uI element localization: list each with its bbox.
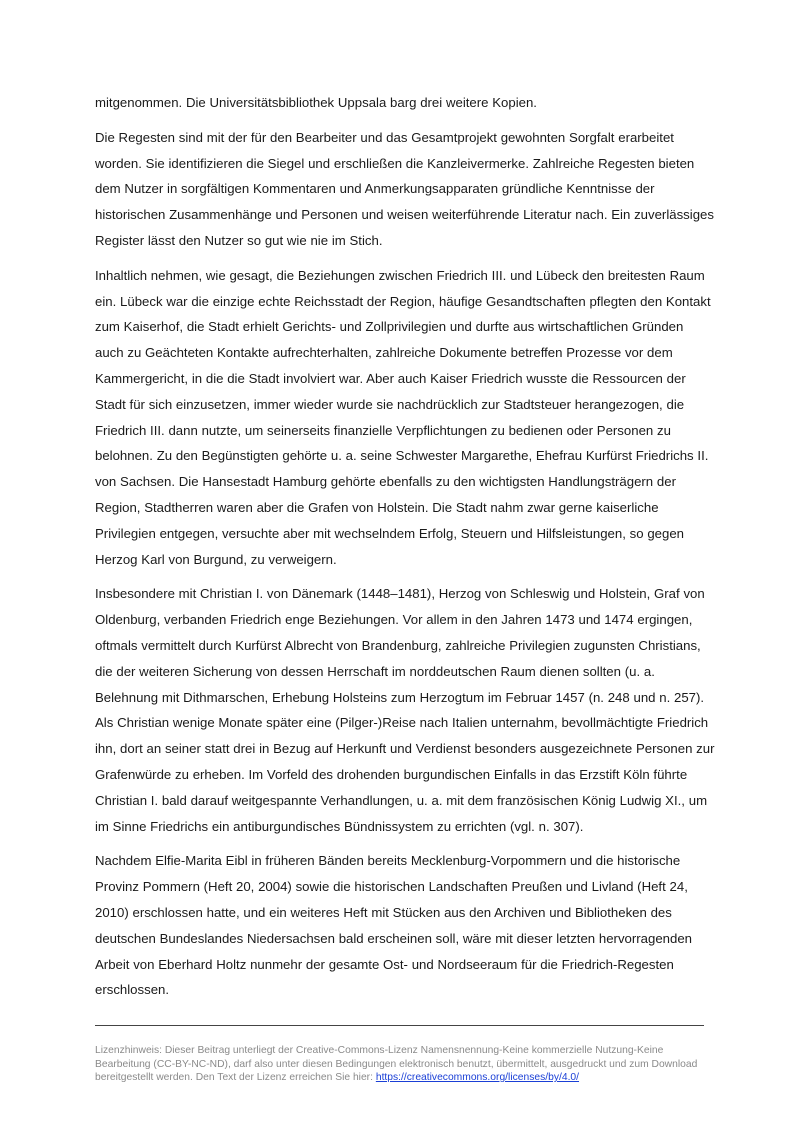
paragraph-4: Insbesondere mit Christian I. von Dänemark (1448–1481), Herzog von Schleswig und Holstein, Graf von Oldenburg, verbanden Friedrich enge Beziehungen. Vor allem in den Jahren 1473 und 1474 ergingen, oftmals vermittelt durch Kurfürst Albrecht von Brandenburg, zahlreiche Privilegien zugunsten Christians, die der weiteren Sicherung von dessen Herrschaft im norddeutschen Raum dienen sollten (u. a. Belehnung mit Dithmarschen, Erhebung Holsteins zum Herzogtum im Februar 1457 (n. 248 und n. 257). Als Christian wenige Monate später eine (Pilger-)Reise nach Italien unternahm, bevollmächtigte Friedrich ihn, dort an seiner statt drei in Bezug auf Herkunft und Verdienst besonders ausgezeichnete Personen zur Grafenwürde zu erheben. Im Vorfeld des drohenden burgundischen Einfalls in das Erzstift Köln führte Christian I. bald darauf weitgespannte Verhandlungen, u. a. mit dem französischen König Ludwig XI., um im Sinne Friedrichs ein antiburgundisches Bündnissystem zu errichten (vgl. n. 307). xyxy=(95,586,715,834)
paragraph-5: Nachdem Elfie-Marita Eibl in früheren Bänden bereits Mecklenburg-Vorpommern und die historische Provinz Pommern (Heft 20, 2004) sowie die historischen Landschaften Preußen und Livland (Heft 24, 2010) erschlossen hatte, und ein weiteres Heft mit Stücken aus den Archiven und Bibliotheken des deutschen Bundeslandes Niedersachsen bald erscheinen soll, wäre mit dieser letzten hervorragenden Arbeit von Eberhard Holtz nunmehr der gesamte Ost- und Nordseeraum für die Friedrich-Regesten erschlossen. xyxy=(95,853,692,998)
license-footer xyxy=(95,1044,707,1085)
paragraph-3: Inhaltlich nehmen, wie gesagt, die Beziehungen zwischen Friedrich III. und Lübeck den breitesten Raum ein. Lübeck war die einzige echte Reichsstadt der Region, häufige Gesandtschaften pflegten den Kontakt zum Kaiserhof, die Stadt erhielt Gerichts- und Zollprivilegien und durfte aus wirtschaftlichen Gründen auch zu Geächteten Kontakte aufrechterhalten, zahlreiche Dokumente betreffen Prozesse vor dem Kammergericht, in die die Stadt involviert war. Aber auch Kaiser Friedrich wusste die Ressourcen der Stadt für sich einzusetzen, immer wieder wurde sie nachdrücklich zur Stadtsteuer herangezogen, die Friedrich III. dann nutzte, um seinerseits finanzielle Verpflichtungen zu bedienen oder Personen zu belohnen. Zu den Begünstigten gehörte u. a. seine Schwester Margarethe, Ehefrau Kurfürst Friedrichs II. von Sachsen. Die Hansestadt Hamburg gehörte ebenfalls zu den wichtigsten Handlungsträgern der Region, Stadtherren waren aber die Grafen von Holstein. Die Stadt nahm zwar gerne kaiserliche Privilegien entgegen, versuchte aber mit wechselndem Erfolg, Steuern und Hilfsleistungen, so gegen Herzog Karl von Burgund, zu verweigern. xyxy=(95,267,711,567)
license-notice: Lizenzhinweis: Dieser Beitrag unterliegt der Creative-Commons-Lizenz Namensnennung-Keine kommerzielle Nutzung-Keine Bearbeitung (CC-BY-NC-ND), darf also unter diesen Bedingungen elektronisch benutzt, übermittelt, ausgedruckt und zum Download bereitgestellt werden. Den Text der Lizenz erreichen Sie hier: xyxy=(95,1045,698,1084)
paragraph-2: Die Regesten sind mit der für den Bearbeiter und das Gesamtprojekt gewohnten Sorgfalt erarbeitet worden. Sie identifizieren die Siegel und erschließen die Kanzleivermerke. Zahlreiche Regesten bieten dem Nutzer in sorgfältigen Kommentaren und Anmerkungsapparaten gründliche Kenntnisse der historischen Zusammenhänge und Personen und weisen weiterführende Literatur nach. Ein zuverlässiges Register lässt den Nutzer so gut wie nie im Stich. xyxy=(95,129,714,248)
paragraph-1: mitgenommen. Die Universitätsbibliothek Uppsala barg drei weitere Kopien. xyxy=(95,95,537,110)
license-link[interactable]: https://creativecommons.org/licenses/by/4.0/ xyxy=(375,1072,580,1084)
document-body xyxy=(95,90,715,1012)
footer-divider xyxy=(95,1025,704,1026)
